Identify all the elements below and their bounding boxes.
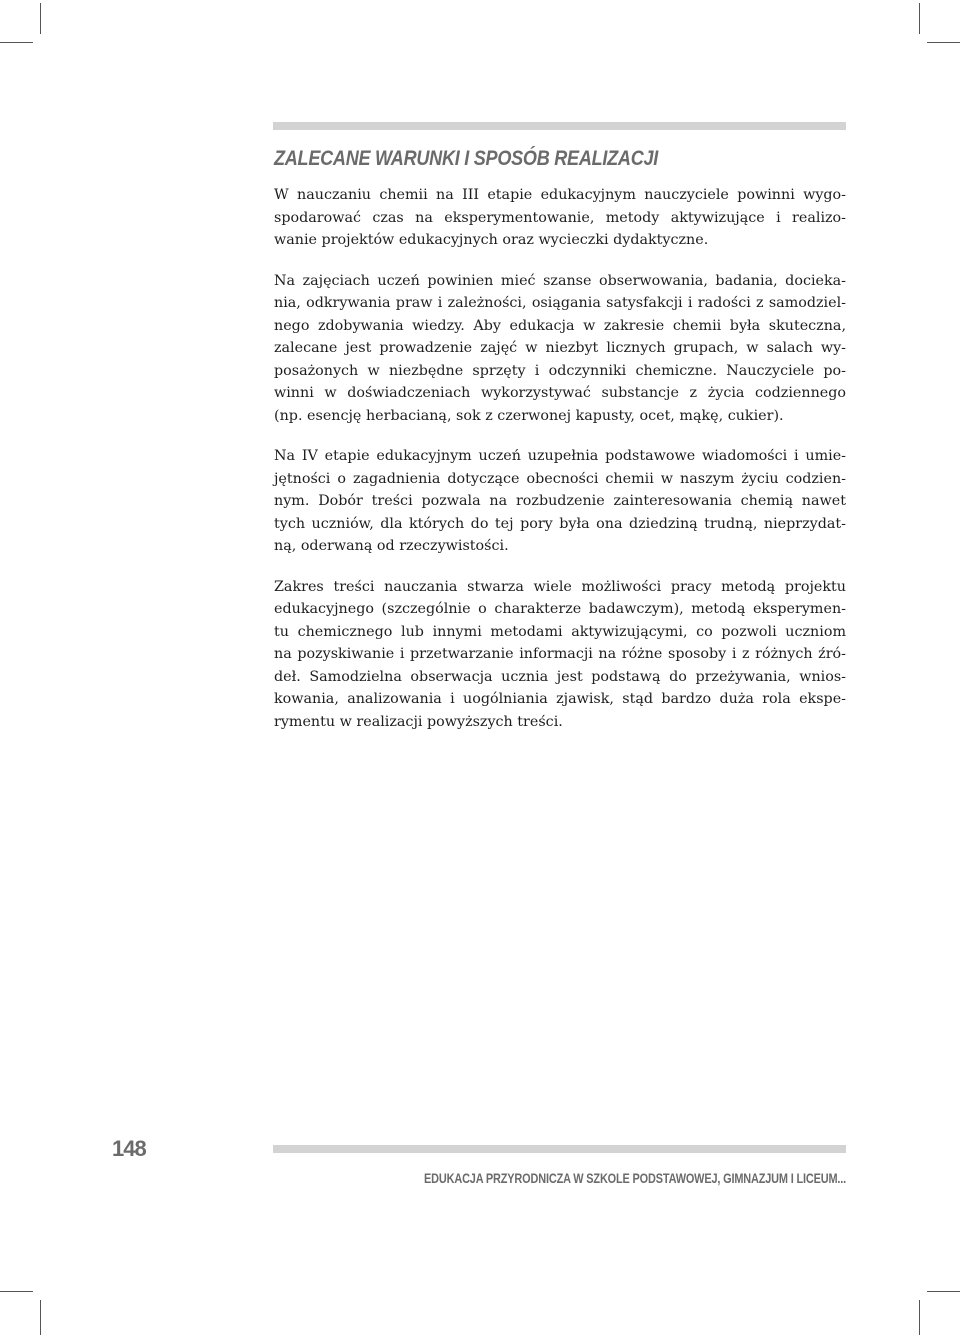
text-line: tu chemicznego lub innymi metodami aktywizującymi, co pozwoli uczniom (274, 623, 846, 640)
text-line: deł. Samodzielna obserwacja ucznia jest podstawą do przeżywania, wnios- (274, 668, 846, 685)
footer-rule (273, 1145, 846, 1153)
crop-mark (919, 3, 920, 34)
crop-mark (927, 1291, 960, 1292)
text-line: zalecane jest prowadzenie zajęć w niezbyt licznych grupach, w salach wy- (274, 340, 846, 356)
text-line: winni w doświadczeniach wykorzystywać substancje z życia codziennego (274, 385, 846, 401)
body-text (274, 184, 846, 751)
text-line: jętności o zagadnienia dotyczące obecności chemii w naszym życiu codzien- (274, 470, 846, 487)
text-line: W nauczaniu chemii na III etapie edukacyjnym nauczyciele powinni wygo- (274, 187, 846, 203)
text-line: tych uczniów, dla których do tej pory była ona dziedziną trudną, nieprzydat- (274, 515, 846, 532)
crop-mark (40, 1300, 41, 1335)
text-line: rymentu w realizacji powyższych treści. (274, 713, 563, 730)
text-line: nia, odkrywania praw i zależności, osiągania satysfakcji i radości z samodziel- (274, 295, 846, 311)
text-line: wanie projektów edukacyjnych oraz wycieczki dydaktyczne. (274, 232, 709, 248)
text-line: nego zdobywania wiedzy. Aby edukacja w zakresie chemii była skuteczna, (274, 317, 846, 334)
crop-mark (927, 42, 960, 43)
section-heading: ZALECANE WARUNKI I SPOSÓB REALIZACJI (274, 147, 659, 170)
text-line: edukacyjnego (szczególnie o charakterze badawczym), metodą eksperymen- (274, 601, 846, 617)
paragraph-3 (274, 445, 846, 558)
text-line: (np. esencję herbacianą, sok z czerwonej kapusty, ocet, mąkę, cukier). (274, 407, 784, 424)
text-line: nym. Dobór treści pozwala na rozbudzenie zainteresowania chemią nawet (274, 493, 846, 509)
page-number: 148 (112, 1136, 146, 1161)
text-line: ną, oderwaną od rzeczywistości. (274, 538, 509, 554)
paragraph-2 (274, 270, 846, 428)
paragraph-4 (274, 576, 846, 734)
header-rule (273, 122, 846, 130)
footer-title: EDUKACJA PRZYRODNICZA W SZKOLE PODSTAWOWEJ, GIMNAZJUM I LICEUM... (423, 1170, 846, 1186)
text-line: Zakres treści nauczania stwarza wiele możliwości pracy metodą projektu (274, 578, 846, 595)
text-line: spodarować czas na eksperymentowanie, metody aktywizujące i realizo- (274, 209, 846, 226)
text-line: na pozyskiwanie i przetwarzanie informacji na różne sposoby i z różnych źró- (274, 646, 846, 662)
text-line: Na zajęciach uczeń powinien mieć szanse obserwowania, badania, docieka- (274, 272, 846, 289)
text-line: posażonych w niezbędne sprzęty i odczynniki chemiczne. Nauczyciele po- (274, 362, 846, 379)
paragraph-1 (274, 184, 846, 252)
crop-mark (0, 1291, 33, 1292)
crop-mark (0, 42, 33, 43)
crop-mark (919, 1300, 920, 1335)
text-line: kowania, analizowania i uogólniania zjawisk, stąd bardzo duża rola ekspe- (274, 691, 846, 707)
crop-mark (40, 3, 41, 34)
text-line: Na IV etapie edukacyjnym uczeń uzupełnia podstawowe wiadomości i umie- (274, 448, 846, 464)
